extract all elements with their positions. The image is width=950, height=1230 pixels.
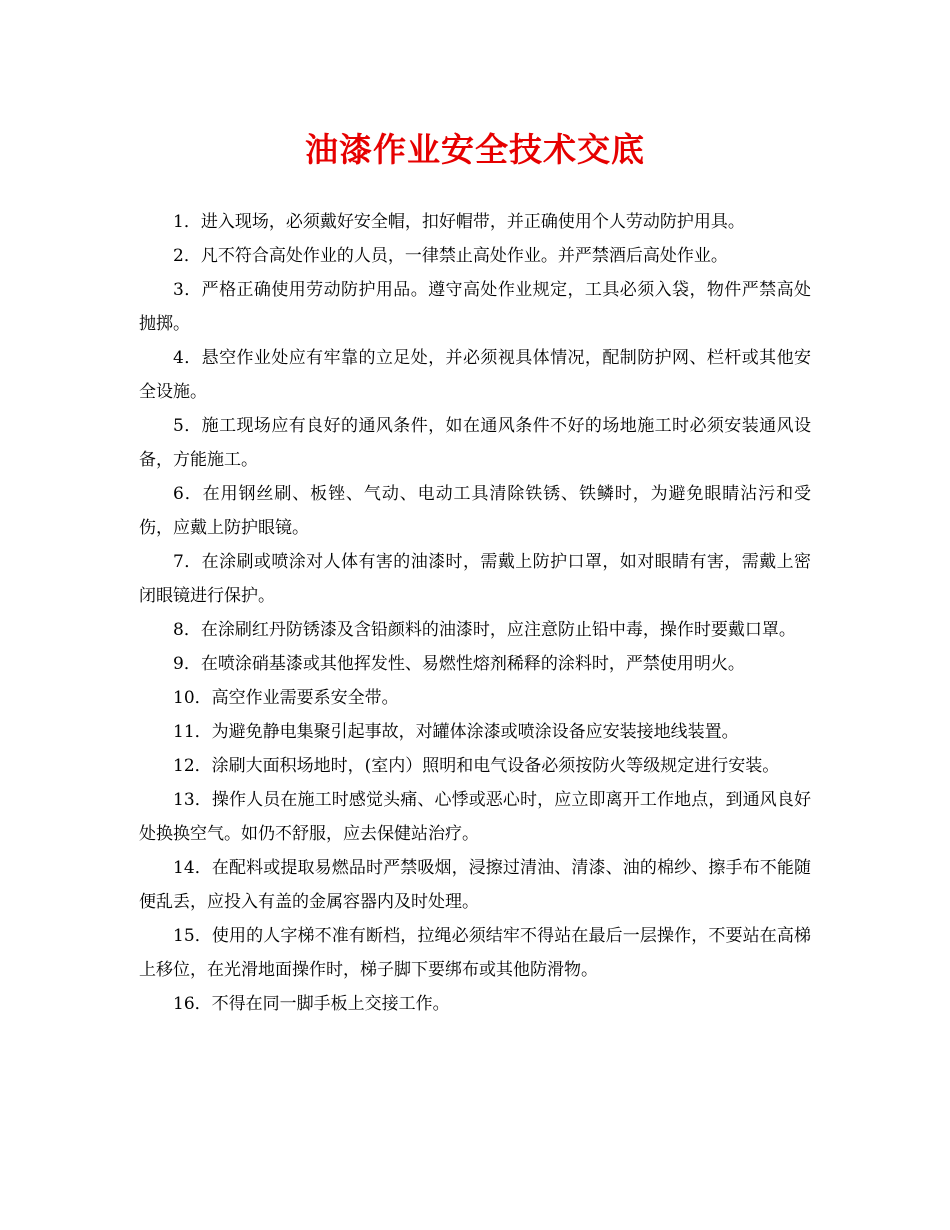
safety-item-16: 16．不得在同一脚手板上交接工作。 [173, 994, 450, 1014]
safety-item-14: 14．在配料或提取易燃品时严禁吸烟，浸擦过清油、清漆、油的棉纱、擦手布不能随便乱丢，应投入有盖的金属容器内及时处理。 [139, 858, 811, 912]
safety-items-list [139, 205, 811, 1021]
safety-item-7: 7．在涂刷或喷涂对人体有害的油漆时，需戴上防护口罩，如对眼睛有害，需戴上密闭眼镜进行保护。 [139, 552, 811, 606]
safety-item-10: 10．高空作业需要系安全带。 [173, 688, 399, 708]
safety-item-8: 8．在涂刷红丹防锈漆及含铅颜料的油漆时，应注意防止铅中毒，操作时要戴口罩。 [173, 620, 796, 640]
safety-item-12: 12．涂刷大面积场地时，(室内）照明和电气设备必须按防火等级规定进行安装。 [173, 756, 780, 776]
safety-item-3: 3．严格正确使用劳动防护用品。遵守高处作业规定，工具必须入袋，物件严禁高处抛掷。 [139, 280, 811, 334]
safety-item-1: 1．进入现场，必须戴好安全帽，扣好帽带，并正确使用个人劳动防护用具。 [173, 212, 745, 232]
document-title: 油漆作业安全技术交底 [305, 130, 645, 169]
safety-item-11: 11．为避免静电集聚引起事故，对罐体涂漆或喷涂设备应安装接地线装置。 [173, 722, 739, 742]
safety-item-4: 4．悬空作业处应有牢靠的立足处，并必须视具体情况，配制防护网、栏杆或其他安全设施。 [139, 348, 811, 402]
safety-item-2: 2．凡不符合高处作业的人员，一律禁止高处作业。并严禁酒后高处作业。 [173, 246, 728, 266]
safety-item-9: 9．在喷涂硝基漆或其他挥发性、易燃性熔剂稀释的涂料时，严禁使用明火。 [173, 654, 745, 674]
safety-item-6: 6．在用钢丝刷、板锉、气动、电动工具清除铁锈、铁鳞时，为避免眼睛沾污和受伤，应戴上防护眼镜。 [139, 484, 811, 538]
safety-item-5: 5．施工现场应有良好的通风条件，如在通风条件不好的场地施工时必须安装通风设备，方能施工。 [139, 416, 811, 470]
safety-item-13: 13．操作人员在施工时感觉头痛、心悸或恶心时，应立即离开工作地点，到通风良好处换换空气。如仍不舒服，应去保健站治疗。 [139, 790, 811, 844]
safety-item-15: 15．使用的人字梯不准有断档，拉绳必须结牢不得站在最后一层操作，不要站在高梯上移位，在光滑地面操作时，梯子脚下要绑布或其他防滑物。 [139, 926, 811, 980]
